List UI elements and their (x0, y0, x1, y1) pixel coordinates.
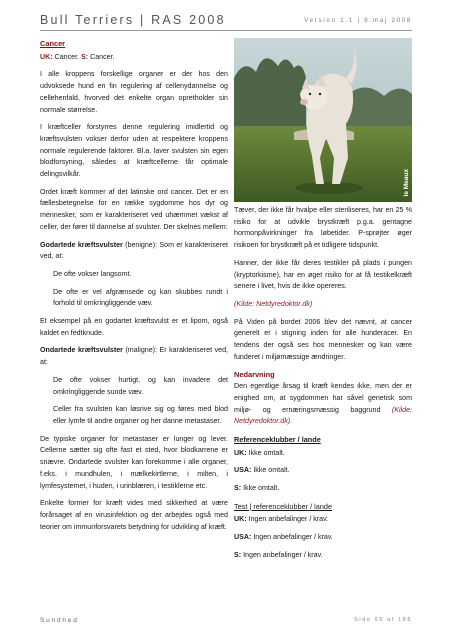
benign-intro (40, 240, 228, 263)
benign-example: Et eksempel på en godartet kræftsvulst er et lipom, også kaldet en fedtknude. (40, 317, 228, 337)
reference-clubs-heading: Referenceklubber / lande (234, 434, 321, 444)
paragraph-males: Hanner, der ikke får deres testikler på plads i pungen (kryptorkisme), har en øget risiko for at få testikelkræft senere i livet, hvis de ikke opereres. (234, 258, 412, 291)
header-divider (40, 30, 412, 31)
ref-usa-value: Ikke omtalt. (253, 466, 290, 475)
ref-uk-label: UK: (234, 448, 247, 457)
inheritance-text: Den egentlige årsag til kræft kendes ikke, men der er enighed om, at sygdommen har såvel genetisk som miljø- og ernæringsmæssig baggrund (234, 382, 412, 414)
malign-item-2: Celler fra svulsten kan løsrive sig og føres med blod eller lymfe til andre organer og her danne metastaser. (53, 405, 228, 425)
page-number: Side 65 af 188 (354, 617, 412, 623)
ref-s-value: Ikke omtalt. (243, 484, 280, 493)
test-heading: Test | referenceklubber / lande (234, 501, 333, 511)
paragraph-causes: Enkelte former for kræft vides med sikkerhed at være forårsaget af en virusinfektion og der arbejdes også med teorier om immunforsvarets betydning for udvikling af kræft. (40, 499, 228, 531)
paragraph-definition: Ordet kræft kommer af det latinske ord cancer. Det er en fællesbetegnelse for en række sygdomme hos dyr og mennesker, som er karakteriseret ved uhæmmet vækst af celler, der fører til dannelse af svulster. Der skelnes mellem: (40, 187, 228, 231)
inheritance-heading: Nedarvning (234, 370, 275, 380)
photo-credit: le Meaux (403, 168, 410, 196)
document-title: Bull Terriers | RAS 2008 (40, 13, 226, 27)
version-label: Version 1.1 | 9.maj 2008 (304, 18, 412, 24)
section-heading-cancer: Cancer (40, 39, 66, 48)
left-column (40, 38, 228, 539)
paragraph-inheritance (234, 381, 412, 428)
source-citation-2: (Kilde: Netdyredoktor.dk). (234, 405, 412, 426)
uk-value: Cancer. (54, 52, 80, 61)
test-s-label: S: (234, 550, 242, 559)
right-column (234, 205, 412, 568)
ref-s (234, 483, 412, 495)
ref-uk (234, 448, 412, 460)
test-s (234, 550, 412, 562)
test-uk-label: UK: (234, 515, 247, 524)
malign-item-1: De ofte vokser hurtigt, og kan invadere det omkringliggende sunde væv. (53, 375, 228, 396)
paragraph-viden: På Viden på bordet 2006 blev det nævnt, at cancer generelt er i stigning inden for alle hunderacer. En tendens der også ses hos mennesker og kan være funderet i miljømæssige ændringer. (234, 317, 412, 361)
ref-s-label: S: (234, 484, 242, 493)
test-uk (234, 514, 412, 526)
test-uk-value: Ingen anbefalinger / krav. (248, 515, 329, 524)
name-line (40, 52, 228, 64)
ref-uk-value: Ikke omtalt. (248, 448, 285, 457)
malign-heading: Ondartede kræftsvulster (40, 346, 123, 355)
benign-heading: Godartede kræftsvulster (40, 240, 123, 249)
test-usa-value: Ingen anbefalinger / krav. (253, 533, 333, 542)
footer-section: Sundhed (40, 617, 79, 624)
test-s-value: Ingen anbefalinger / krav. (243, 550, 323, 559)
test-usa (234, 532, 412, 544)
bull-terrier-photo (234, 38, 412, 202)
paragraph-intro: I alle kroppens forskellige organer er der hos den udvoksede hund en fin regulering af cellenydannelse og cellehenfald, hvorved det enkelte organ opretholder sin normale størrelse. (40, 70, 228, 114)
malign-intro (40, 345, 228, 368)
uk-label: UK: (40, 52, 53, 61)
paragraph-metastases: De typiske organer for metastaser er lunger og lever. Cellerne sætter sig ofte fast et sted, hvor blodkarrene er snævre. Ondartede svulster kan forekomme i alle organer, f.eks. i mundhulen, i mælkekirtlerne, i milten, i lymfesystemet, i huden, i urinblæren, i testiklerne etc. (40, 434, 228, 490)
paragraph-bitches: Tæver, der ikke får hvalpe eller steriliseres, har en 25 % risiko for at udvikle brystkræft p.g.a. gentagne hormonpåvirkninger fra løbetider. P-sprøjter øger risikoen for brystkræft på et tidligere tidspunkt. (234, 206, 412, 250)
photo-illustration (234, 38, 412, 202)
source-citation-1: (Kilde: Netdyredoktor.dk) (234, 299, 313, 308)
s-value: Cancer. (90, 52, 115, 61)
benign-item-2: De ofte er vel afgrænsede og kan skubbes rundt i forhold til omkringliggende væv. (53, 287, 228, 308)
test-usa-label: USA: (234, 533, 252, 542)
benign-item-1: De ofte vokser langsomt. (53, 269, 132, 278)
malign-intro-text: (maligne): Er karakteriseret ved, at: (40, 346, 228, 367)
s-label: S: (81, 52, 89, 61)
page-header (40, 13, 412, 35)
benign-intro-text: (benigne): Som er karakteriseret ved, at: (40, 240, 228, 261)
ref-usa-label: USA: (234, 466, 252, 475)
paragraph-cancer-cells: I kræftceller forstyrres denne regulering imidlertid og kræftsvulsten vokser derfor uden at respektere kroppens normale regulerende faktorer. Bl.a. laver svulsten sin egen blodforsyning, således at kræftcellerne får optimale delingsvilkår. (40, 123, 228, 179)
ref-usa (234, 465, 412, 477)
